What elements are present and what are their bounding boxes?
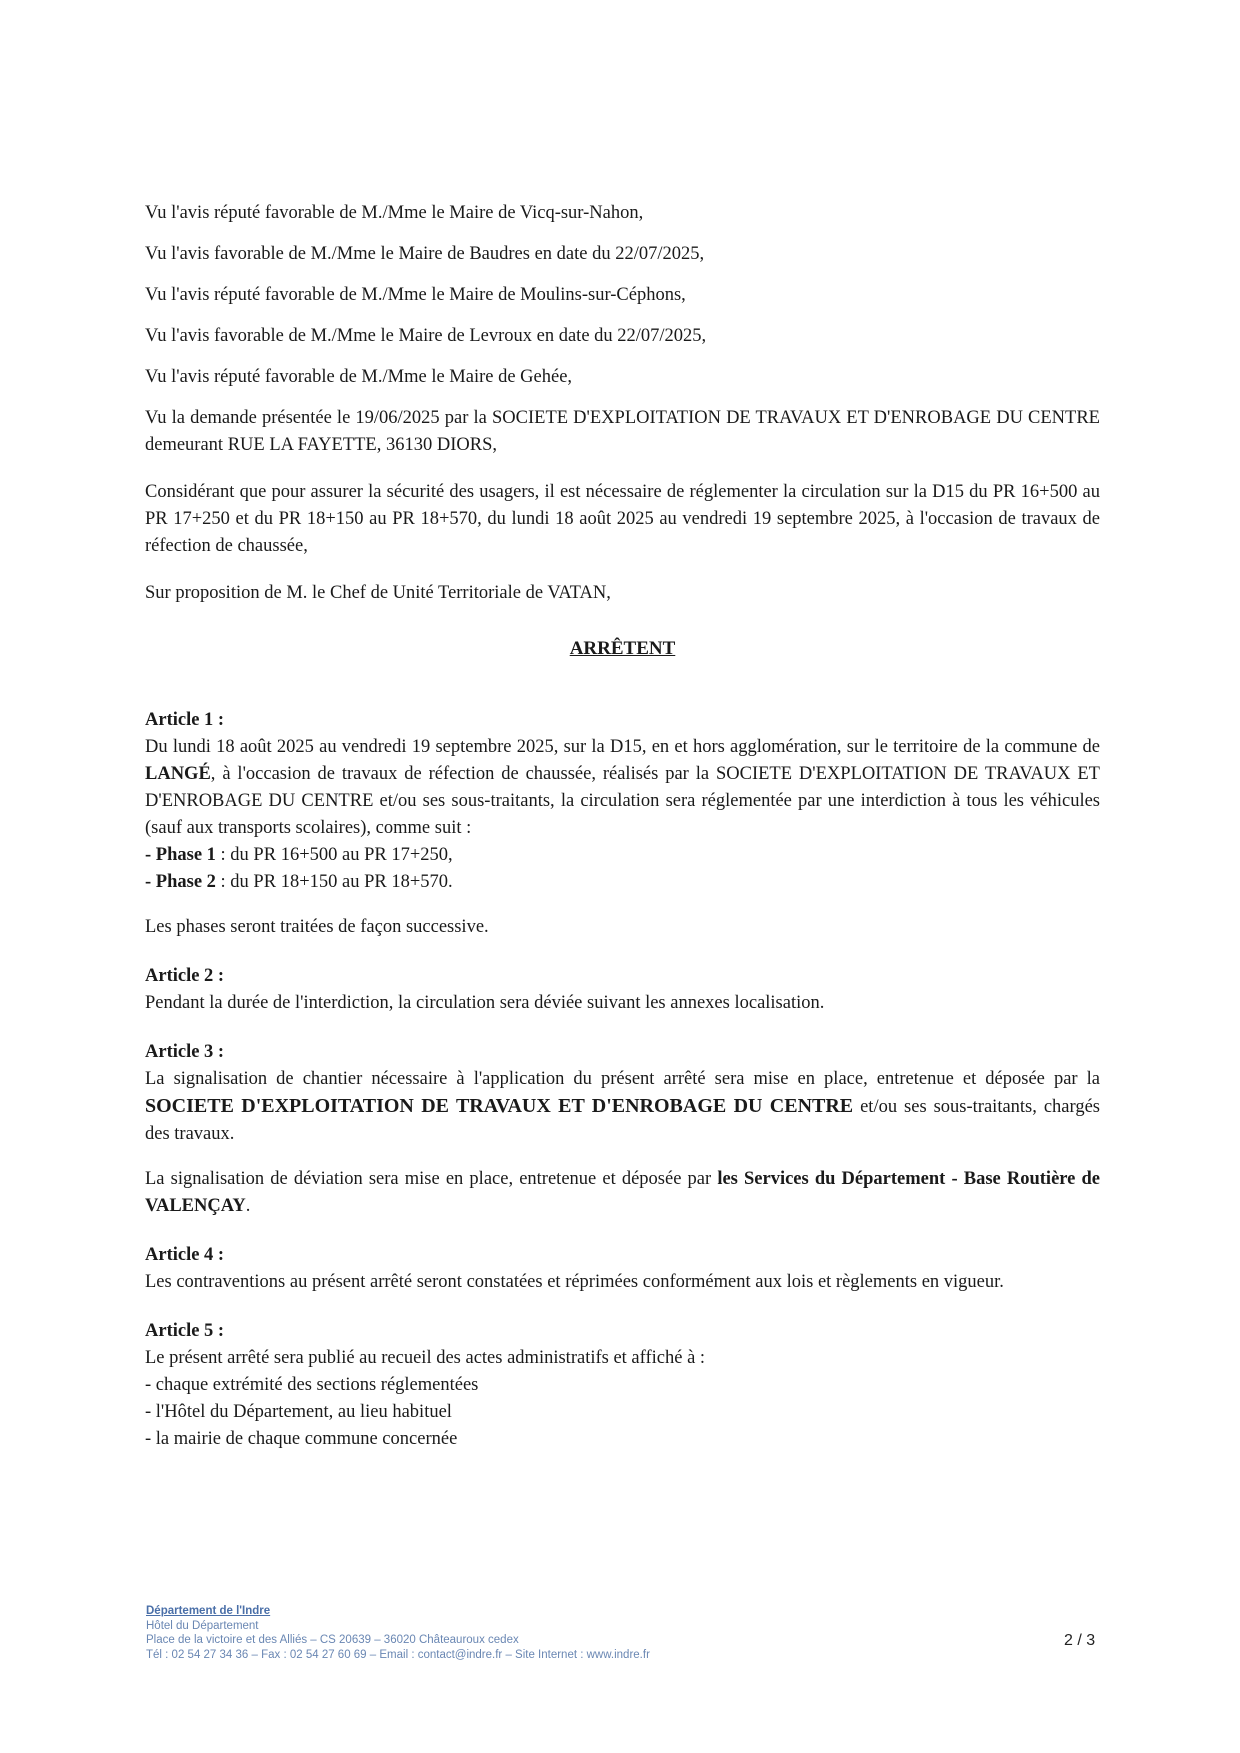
demande-paragraph: Vu la demande présentée le 19/06/2025 par la SOCIETE D'EXPLOITATION DE TRAVAUX ET D'ENROBAGE DU CENTRE demeurant RUE LA FAYETTE, 36130 DIORS, (145, 408, 1100, 455)
phase-1-label: - Phase 1 (145, 845, 216, 865)
article-3-text (145, 1066, 1100, 1148)
article-1-text-part1: Du lundi 18 août 2025 au vendredi 19 septembre 2025, sur la D15, en et hors agglomération, sur le territoire de la commune de (145, 737, 1100, 757)
decision-title: ARRÊTENT (569, 638, 676, 659)
phase-2-label: - Phase 2 (145, 872, 216, 892)
considerant-securite: Considérant que pour assurer la sécurité des usagers, il est nécessaire de réglementer la circulation sur la D15 du PR 16+500 au PR 17+250 et du PR 18+150 au PR 18+570, du lundi 18 août 2025 au vendredi 19 septembre 2025, à l'occasion de travaux de réfection de chaussée, (145, 482, 1100, 556)
article-5-title: Article 5 : (145, 1321, 225, 1341)
footer-line3: Tél : 02 54 27 34 36 – Fax : 02 54 27 60 69 – Email : contact@indre.fr – Site Internet : www.indre.fr (146, 1648, 650, 1661)
considerant-baudres: Vu l'avis favorable de M./Mme le Maire de Baudres en date du 22/07/2025, (145, 244, 705, 264)
article-3-text-part2: et/ou ses sous-traitants, chargés des travaux. (145, 1097, 1100, 1144)
page-footer (146, 1604, 650, 1662)
article-4 (145, 1242, 1100, 1296)
article-1-text (145, 734, 1100, 842)
services-departement: les Services du Département - Base Routière de VALENÇAY (145, 1169, 1100, 1216)
phase-1 (145, 842, 1100, 869)
article-5-text: Le présent arrêté sera publié au recueil des actes administratifs et affiché à : (145, 1348, 706, 1368)
page-number: 2 / 3 (1064, 1632, 1096, 1649)
phase-2-text: : du PR 18+150 au PR 18+570. (215, 872, 453, 892)
article-4-text: Les contraventions au présent arrêté seront constatées et réprimées conformément aux lois et règlements en vigueur. (145, 1272, 1004, 1292)
article-1-title: Article 1 : (145, 710, 225, 730)
considerant-levroux: Vu l'avis favorable de M./Mme le Maire de Levroux en date du 22/07/2025, (145, 326, 707, 346)
article-5 (145, 1318, 1100, 1453)
article-1-note: Les phases seront traitées de façon successive. (145, 917, 489, 937)
article-2 (145, 963, 1100, 1017)
article-3-text-part1: La signalisation de chantier nécessaire à l'application du présent arrêté sera mise en place, entretenue et déposée par la (145, 1069, 1100, 1089)
considerant-moulins: Vu l'avis réputé favorable de M./Mme le Maire de Moulins-sur-Céphons, (145, 285, 686, 305)
phase-2 (145, 869, 1100, 896)
commune-name: LANGÉ (145, 764, 211, 784)
entreprise-name: SOCIETE D'EXPLOITATION DE TRAVAUX ET D'ENROBAGE DU CENTRE (145, 1095, 854, 1117)
article-5-item: - la mairie de chaque commune concernée (145, 1429, 458, 1449)
article-4-title: Article 4 : (145, 1245, 225, 1265)
article-1 (145, 707, 1100, 941)
footer-line2: Place de la victoire et des Alliés – CS 20639 – 36020 Châteauroux cedex (146, 1634, 519, 1646)
footer-line1: Hôtel du Département (146, 1619, 259, 1632)
article-5-item: - chaque extrémité des sections réglementées (145, 1375, 479, 1395)
document-body (145, 200, 1100, 1475)
article-3-text-part3: La signalisation de déviation sera mise en place, entretenue et déposée par (145, 1169, 718, 1189)
footer-org: Département de l'Indre (146, 1605, 271, 1617)
article-1-text-part2: , à l'occasion de travaux de réfection de chaussée, réalisés par la SOCIETE D'EXPLOITATION DE TRAVAUX ET D'ENROBAGE DU CENTRE et/ou ses sous-traitants, la circulation sera réglementée par une interdiction à tous les véhicules (sauf aux transports scolaires), comme suit : (145, 764, 1100, 838)
proposition-paragraph: Sur proposition de M. le Chef de Unité Territoriale de VATAN, (145, 583, 611, 603)
article-3-text-part4: . (245, 1196, 251, 1216)
article-5-item: - l'Hôtel du Département, au lieu habituel (145, 1402, 452, 1422)
article-3 (145, 1039, 1100, 1220)
article-2-text: Pendant la durée de l'interdiction, la circulation sera déviée suivant les annexes localisation. (145, 993, 825, 1013)
article-2-title: Article 2 : (145, 966, 225, 986)
considerant-gehee: Vu l'avis réputé favorable de M./Mme le Maire de Gehée, (145, 367, 573, 387)
article-3-deviation (145, 1166, 1100, 1220)
considerant-vicq: Vu l'avis réputé favorable de M./Mme le Maire de Vicq-sur-Nahon, (145, 203, 644, 223)
phase-1-text: : du PR 16+500 au PR 17+250, (215, 845, 453, 865)
article-3-title: Article 3 : (145, 1042, 225, 1062)
